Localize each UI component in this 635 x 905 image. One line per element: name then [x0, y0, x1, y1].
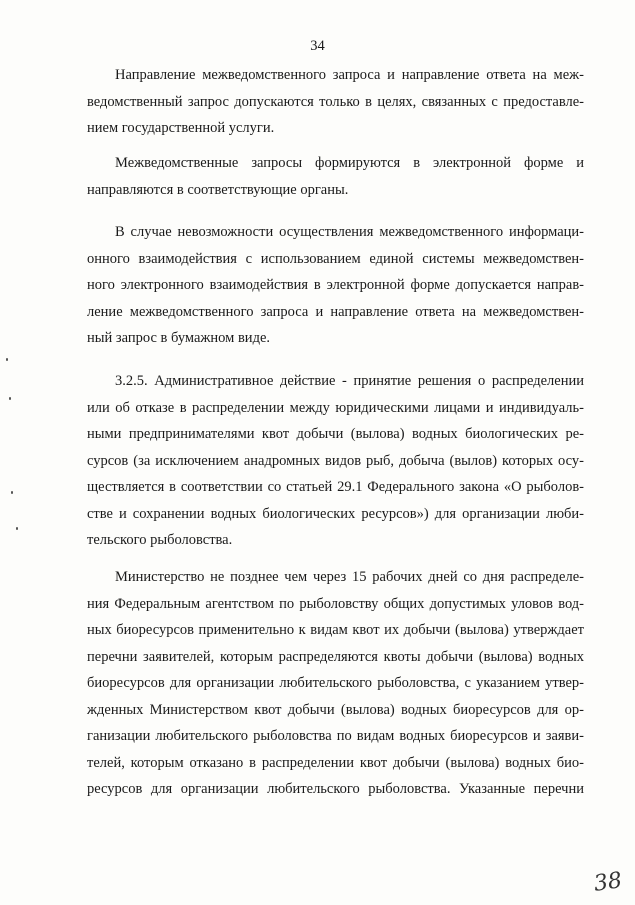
text-line: Министерство не позднее чем через 15 рабочих дней со дня распределе-: [115, 569, 584, 585]
text-line: ных биоресурсов применительно к видам квот их добычи (вылова) утверждает: [87, 622, 584, 638]
text-line: ный запрос в бумажном виде.: [87, 330, 271, 346]
text-line: или об отказе в распределении между юридическими лицами и индивидуаль-: [87, 399, 584, 416]
text-line: стве и сохранении водных биологических ресурсов») для организации люби-: [87, 505, 584, 522]
text-line: Межведомственные запросы формируются в электронной форме и: [115, 155, 584, 171]
text-line: сурсов (за исключением анадромных видов рыб, добыча (вылов) которых осу-: [87, 452, 584, 469]
paragraph: [87, 62, 584, 142]
text-line: перечни заявителей, которым распределяются квоты добычи (вылова) водных: [87, 648, 584, 665]
text-line: биоресурсов для организации любительского рыболовства, с указанием утвер-: [87, 675, 584, 691]
paragraph: [87, 219, 584, 352]
scan-mark: [11, 491, 13, 494]
text-line: направляются в соответствующие органы.: [87, 181, 349, 198]
paragraph: [87, 564, 584, 803]
text-line: ществляется в соответствии со статьей 29.1 Федерального закона «О рыболов-: [87, 479, 584, 495]
text-line: жденных Министерством квот добычи (вылова) водных биоресурсов для ор-: [87, 701, 584, 718]
text-line: онного взаимодействия с использованием единой системы межведомствен-: [87, 250, 584, 267]
scan-mark: [6, 358, 8, 361]
text-line: ление межведомственного запроса и направление ответа на межведомствен-: [87, 303, 584, 320]
text-line: ными предпринимателями квот добычи (вылова) водных биологических ре-: [87, 426, 584, 442]
text-line: ганизации любительского рыболовства по видам водных биоресурсов и заяви-: [87, 728, 584, 744]
handwritten-page-number: 38: [592, 868, 624, 897]
text-line: ведомственный запрос допускаются только в целях, связанных с предоставле-: [87, 93, 584, 110]
text-line: нием государственной услуги.: [87, 120, 275, 136]
text-line: ного электронного взаимодействия в электронной форме допускается направ-: [87, 277, 584, 293]
text-line: В случае невозможности осуществления межведомственного информаци-: [115, 224, 584, 240]
paragraph: [87, 368, 584, 554]
text-line: Направление межведомственного запроса и направление ответа на меж-: [115, 67, 584, 83]
scan-mark: [9, 397, 11, 400]
text-line: ресурсов для организации любительского рыболовства. Указанные перечни: [87, 781, 584, 797]
paragraph: [87, 150, 584, 203]
text-line: 3.2.5. Административное действие - принятие решения о распределении: [115, 373, 584, 389]
text-line: телей, которым отказано в распределении квот добычи (вылова) водных био-: [87, 754, 584, 771]
page-number: 34: [310, 38, 325, 54]
text-line: ния Федеральным агентством по рыболовству общих допустимых уловов вод-: [87, 595, 584, 612]
scan-mark: [16, 527, 18, 530]
text-line: тельского рыболовства.: [87, 532, 233, 548]
